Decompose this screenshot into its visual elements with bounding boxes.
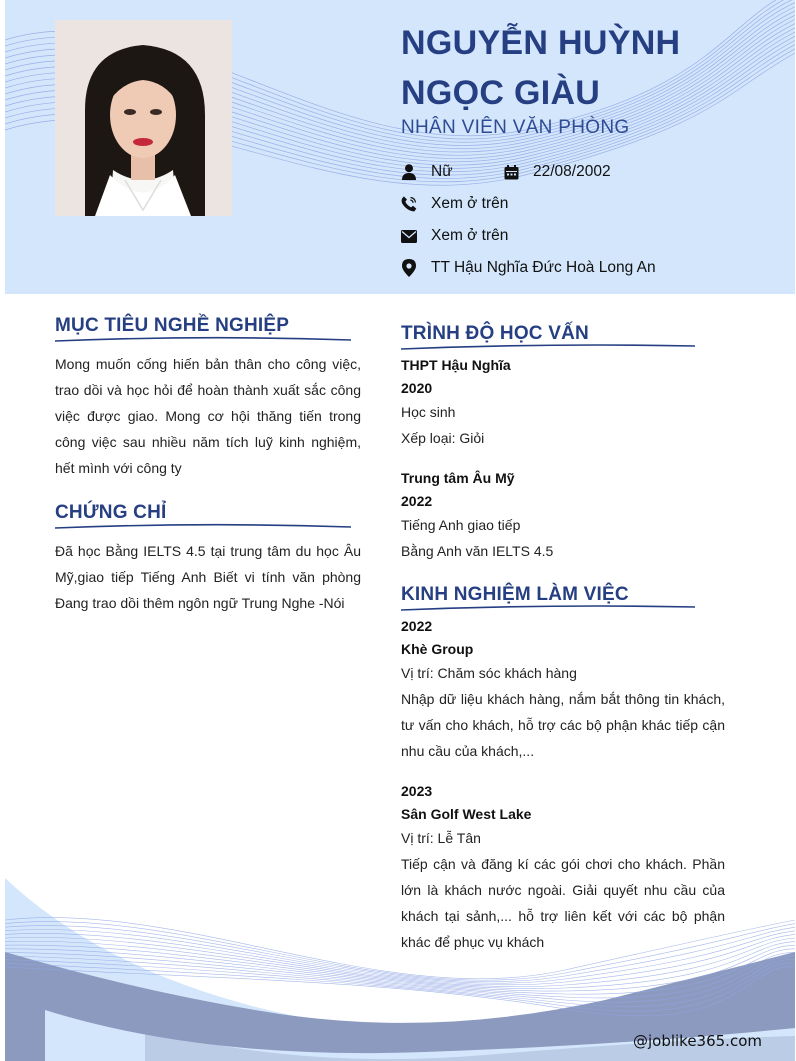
address-row — [401, 256, 656, 280]
objective-text: Mong muốn cống hiến bản thân cho công việc, trao dồi và học hỏi để hoàn thành xuất sắc công việc được giao. Mong cơ hội thăng tiến trong công việc sau nhiều năm tích luỹ kinh nghiệm, hết mình với công ty — [55, 356, 361, 476]
experience-item — [401, 618, 725, 764]
location-icon — [401, 259, 417, 277]
gender-row — [401, 160, 453, 184]
experience-year: 2022 — [401, 618, 433, 634]
footer-waves — [5, 860, 795, 1061]
calendar-icon — [503, 163, 519, 181]
name-line-2: NGỌC GIÀU — [401, 74, 601, 112]
footer-credit: @joblike365.com — [632, 1032, 762, 1050]
experience-position: Vị trí: Lễ Tân — [401, 830, 481, 846]
name-line-1: NGUYỄN HUỲNH — [401, 24, 681, 62]
envelope-icon — [401, 227, 417, 245]
dob-value: 22/08/2002 — [533, 163, 611, 180]
objective-title: MỤC TIÊU NGHỀ NGHIỆP — [55, 315, 290, 336]
experience-position: Vị trí: Chăm sóc khách hàng — [401, 665, 577, 681]
education-school: THPT Hậu Nghĩa — [401, 357, 511, 373]
education-school: Trung tâm Âu Mỹ — [401, 470, 515, 486]
education-underline — [401, 342, 701, 352]
dob-row — [503, 160, 611, 184]
experience-underline — [401, 603, 701, 613]
phone-value: Xem ở trên — [431, 195, 509, 212]
education-item — [401, 357, 511, 451]
experience-desc: Nhập dữ liệu khách hàng, nắm bắt thông tin khách, tư vấn cho khách, hỗ trợ các bộ phận khác tiếp cận nhu cầu của khách,... — [401, 691, 725, 759]
education-line: Học sinh — [401, 404, 456, 420]
education-line: Tiếng Anh giao tiếp — [401, 517, 521, 533]
experience-year: 2023 — [401, 783, 433, 799]
experience-company: Khè Group — [401, 641, 474, 657]
certificates-title: CHỨNG CHỈ — [55, 502, 167, 523]
address-value: TT Hậu Nghĩa Đức Hoà Long An — [431, 259, 656, 276]
experience-title: KINH NGHIỆM LÀM VIỆC — [401, 584, 629, 605]
education-title: TRÌNH ĐỘ HỌC VẤN — [401, 323, 589, 344]
phone-row — [401, 192, 508, 216]
education-item — [401, 470, 553, 564]
experience-desc: Tiếp cận và đăng kí các gói chơi cho khách. Phần lớn là khách nước ngoài. Giải quyết nhu cầu của khách tại sảnh,... hỗ trợ liên kết với các bộ phận khác để phục vụ khách — [401, 856, 725, 950]
experience-company: Sân Golf West Lake — [401, 806, 532, 822]
header-banner — [5, 0, 795, 294]
profile-photo — [55, 20, 232, 216]
email-value: Xem ở trên — [431, 227, 509, 244]
resume-page — [5, 0, 795, 1061]
email-row — [401, 224, 508, 248]
certificates-text: Đã học Bằng IELTS 4.5 tại trung tâm du học Âu Mỹ,giao tiếp Tiếng Anh Biết vi tính văn phòng Đang trao dồi thêm ngôn ngữ Trung Nghe -Nói — [55, 543, 361, 611]
education-line: Xếp loại: Giỏi — [401, 430, 485, 446]
candidate-name — [401, 18, 781, 118]
certificates-underline — [55, 522, 355, 532]
user-icon — [401, 163, 417, 181]
education-line: Bằng Anh văn IELTS 4.5 — [401, 543, 554, 559]
education-year: 2020 — [401, 380, 433, 396]
gender-value: Nữ — [431, 163, 453, 180]
phone-icon — [401, 195, 417, 213]
objective-underline — [55, 335, 355, 345]
education-year: 2022 — [401, 493, 433, 509]
job-title: NHÂN VIÊN VĂN PHÒNG — [401, 117, 630, 138]
